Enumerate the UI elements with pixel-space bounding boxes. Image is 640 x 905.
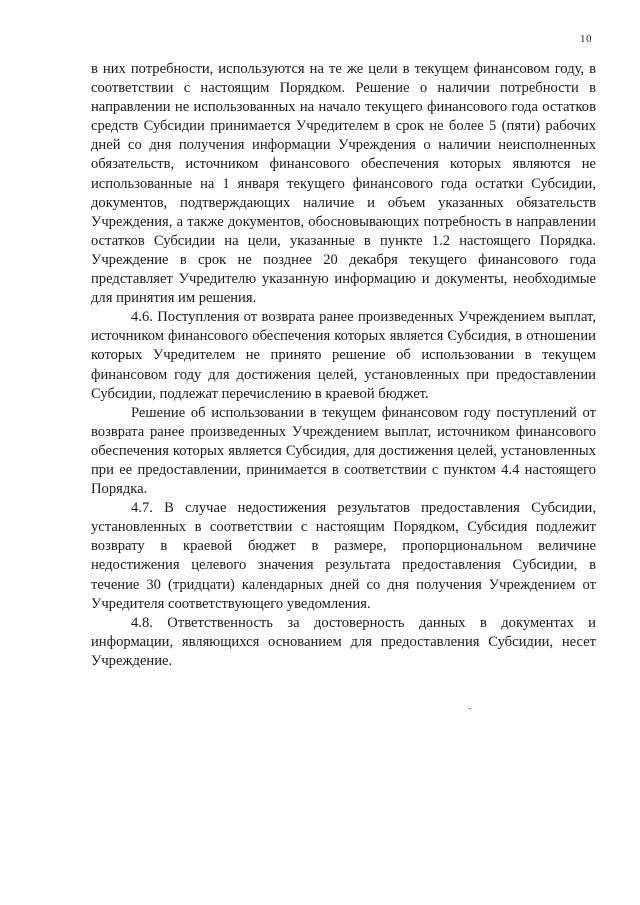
paragraph-4-6: 4.6. Поступления от возврата ранее произведенных Учреждением выплат, источником финансового обеспечения которых является Субсидия, в отношении которых Учредителем не принято решение об использовании в текущем финансовом году для достижения целей, установленных при предоставлении Субсидии, подлежат перечислению в краевой бюджет. [91, 309, 596, 402]
document-body [91, 60, 596, 671]
paragraph-continuation: в них потребности, используются на те же цели в текущем финансовом году, в соответствии с настоящим Порядком. Решение о наличии потребности в направлении не использованных на начало текущего финансового года остатков средств Субсидии принимается Учредителем в срок не более 5 (пяти) рабочих дней со дня получения информации Учреждения о наличии неисполненных обязательств, источником финансового обеспечения которых являются не использованные на 1 января текущего финансового года остатки Субсидии, документов, подтверждающих наличие и объем указанных обязательств Учреждения, а также документов, обосновывающих потребность в направлении остатков Субсидии на цели, указанные в пункте 1.2 настоящего Порядка. Учреждение в срок не позднее 20 декабря текущего финансового года представляет Учредителю указанную информацию и документы, необходимые для принятия им решения. [91, 61, 596, 307]
page-number: 10 [580, 33, 592, 45]
paragraph-4-6-decision: Решение об использовании в текущем финансовом году поступлений от возврата ранее произведенных Учреждением выплат, источником финансового обеспечения которых является Субсидия, для достижения целей, установленных при ее предоставлении, принимается в соответствии с пунктом 4.4 настоящего Порядка. [91, 404, 596, 498]
paragraph-4-7: 4.7. В случае недостижения результатов предоставления Субсидии, установленных в соответствии с настоящим Порядком, Субсидия подлежит возврату в краевой бюджет в размере, пропорциональном величине недостижения целевого значения результата предоставления Субсидии, в течение 30 (тридцати) календарных дней со дня получения Учреждением от Учредителя соответствующего уведомления. [91, 500, 596, 612]
scan-speck [469, 708, 471, 709]
paragraph-4-8: 4.8. Ответственность за достоверность данных в документах и информации, являющихся основанием для предоставления Субсидии, несет Учреждение. [91, 614, 596, 669]
